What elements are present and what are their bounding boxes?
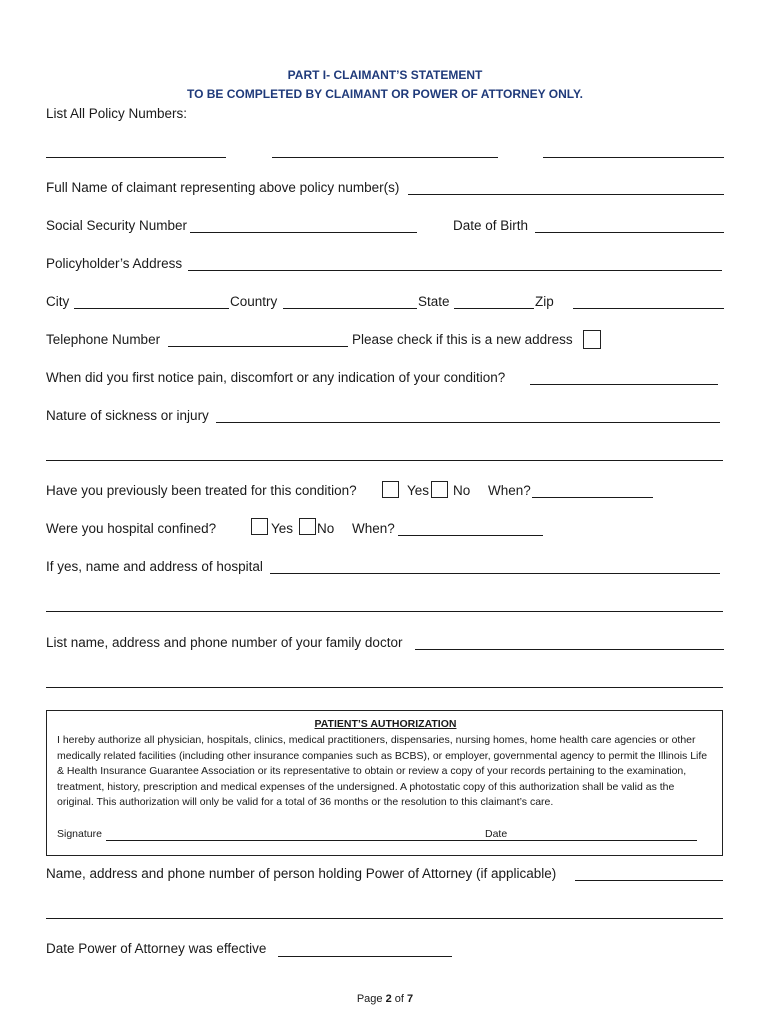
address-field[interactable] xyxy=(188,270,722,271)
zip-label: Zip xyxy=(535,294,554,309)
hospital-confined-label: Were you hospital confined? xyxy=(46,521,217,536)
authorization-date-label: Date xyxy=(485,828,508,840)
form-subtitle: TO BE COMPLETED BY CLAIMANT OR POWER OF ATTORNEY ONLY. xyxy=(186,87,584,101)
state-field[interactable] xyxy=(454,308,534,309)
authorization-text: I hereby authorize all physician, hospitals, clinics, medical practitioners, dispensaries, nursing homes, home health care agencies or other medically related facilities (including other insurance companies such as BCBS), or employer, governmental agency to permit the Illinois Life & Health Insurance Guarantee Association or its representative to obtain or review a copy of your records pertaining to the examination, treatment, history, prescription and medical expenses of the undersigned. A photostatic copy of this authorization shall be valid as the original. This authorization will only be valid for a total of 36 months or the resolution to this claimant’s care. xyxy=(57,734,708,809)
signature-label: Signature xyxy=(57,828,102,840)
page-word: Page xyxy=(356,993,383,1005)
of-word: of xyxy=(394,993,404,1005)
authorization-title: PATIENT’S AUTHORIZATION xyxy=(314,718,457,730)
condition-notice-field[interactable] xyxy=(530,384,718,385)
policy-number-field-1[interactable] xyxy=(46,157,226,158)
nature-of-sickness-field-line-2[interactable] xyxy=(46,460,723,461)
dob-field[interactable] xyxy=(535,232,724,233)
condition-notice-label: When did you first notice pain, discomfort or any indication of your condition? xyxy=(46,370,506,385)
poa-effective-label: Date Power of Attorney was effective xyxy=(46,941,267,956)
treated-label: Have you previously been treated for this condition? xyxy=(46,483,357,498)
hospital-no-checkbox[interactable] xyxy=(299,518,316,535)
policy-number-field-3[interactable] xyxy=(543,157,724,158)
nature-of-sickness-label: Nature of sickness or injury xyxy=(46,408,209,423)
city-label: City xyxy=(46,294,70,309)
poa-label: Name, address and phone number of person holding Power of Attorney (if applicable) xyxy=(46,866,557,881)
new-address-checkbox[interactable] xyxy=(583,330,601,349)
new-address-label: Please check if this is a new address xyxy=(352,332,573,347)
hospital-no-label: No xyxy=(317,521,335,536)
treated-when-field[interactable] xyxy=(532,497,653,498)
country-label: Country xyxy=(230,294,278,309)
treated-yes-label: Yes xyxy=(407,483,430,498)
hospital-name-label: If yes, name and address of hospital xyxy=(46,559,263,574)
ssn-label: Social Security Number xyxy=(46,218,188,233)
poa-field[interactable] xyxy=(575,880,723,881)
patient-authorization-box xyxy=(46,710,723,856)
hospital-yes-checkbox[interactable] xyxy=(251,518,268,535)
ssn-field[interactable] xyxy=(190,232,417,233)
form-title: PART I- CLAIMANT’S STATEMENT xyxy=(287,68,483,82)
family-doctor-field-line-2[interactable] xyxy=(46,687,723,688)
treated-no-label: No xyxy=(453,483,471,498)
policy-numbers-label: List All Policy Numbers: xyxy=(46,106,188,121)
claimant-name-field[interactable] xyxy=(408,194,724,195)
treated-yes-checkbox[interactable] xyxy=(382,481,399,498)
treated-when-label: When? xyxy=(488,483,531,498)
authorization-date-field[interactable] xyxy=(514,840,697,841)
policy-number-field-2[interactable] xyxy=(272,157,498,158)
family-doctor-label: List name, address and phone number of your family doctor xyxy=(46,635,403,650)
address-label: Policyholder’s Address xyxy=(46,256,183,271)
hospital-name-field[interactable] xyxy=(270,573,720,574)
page-total: 7 xyxy=(407,993,414,1005)
country-field[interactable] xyxy=(283,308,417,309)
hospital-when-label: When? xyxy=(352,521,395,536)
dob-label: Date of Birth xyxy=(453,218,529,233)
family-doctor-field[interactable] xyxy=(415,649,724,650)
city-field[interactable] xyxy=(74,308,229,309)
poa-effective-field[interactable] xyxy=(278,956,452,957)
nature-of-sickness-field[interactable] xyxy=(216,422,720,423)
telephone-field[interactable] xyxy=(168,346,348,347)
treated-no-checkbox[interactable] xyxy=(431,481,448,498)
telephone-label: Telephone Number xyxy=(46,332,161,347)
hospital-name-field-line-2[interactable] xyxy=(46,611,723,612)
poa-field-line-2[interactable] xyxy=(46,918,723,919)
zip-field[interactable] xyxy=(573,308,724,309)
page-number xyxy=(0,993,770,1005)
state-label: State xyxy=(418,294,450,309)
hospital-when-field[interactable] xyxy=(398,535,543,536)
page-current: 2 xyxy=(385,993,392,1005)
hospital-yes-label: Yes xyxy=(271,521,294,536)
claimant-name-label: Full Name of claimant representing above policy number(s) xyxy=(46,180,400,195)
signature-field[interactable] xyxy=(106,840,526,841)
